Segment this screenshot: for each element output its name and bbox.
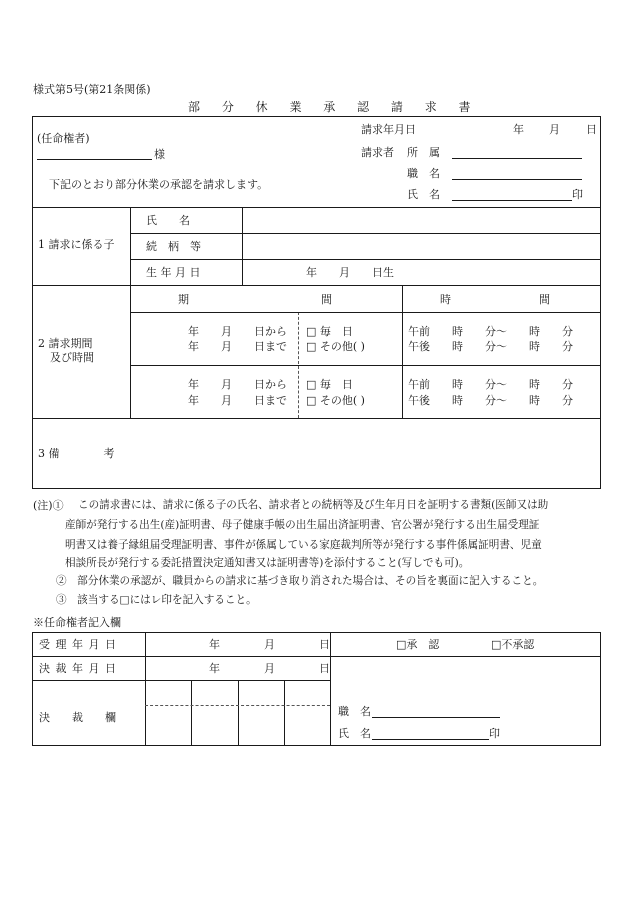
divider [402, 285, 403, 418]
request-date-label: 請求年月日 [361, 123, 416, 136]
child-section-label: 1 請求に係る子 [38, 238, 115, 251]
request-date-day: 日 [586, 123, 597, 136]
am-time: 午前 時 分〜 時 分 [408, 378, 573, 391]
period-from: 年 月 日から [188, 325, 287, 338]
other-checkbox[interactable]: □ その他( ) [306, 394, 365, 407]
affiliation-label: 所 属 [407, 146, 440, 159]
daily-checkbox[interactable]: □ 毎 日 [306, 378, 353, 391]
divider [145, 705, 330, 706]
divider [242, 207, 243, 285]
period-to: 年 月 日まで [188, 340, 287, 353]
divider [130, 365, 601, 366]
other-checkbox[interactable]: □ その他( ) [306, 340, 365, 353]
child-birth-value: 年 月 日生 [306, 266, 394, 279]
period-to: 年 月 日まで [188, 394, 287, 407]
divider [32, 207, 601, 208]
note-1-line-3: 明書又は養子縁組届受理証明書、事件が係属している家庭裁判所等が発行する事件係属証明書、児童 [65, 539, 542, 551]
note-3: ③ 該当する□にはレ印を記入すること。 [56, 594, 257, 606]
sama-label: 様 [154, 148, 165, 161]
divider [32, 680, 330, 681]
received-date-label: 受 理 年 月 日 [39, 638, 117, 651]
divider [32, 656, 601, 657]
divider [130, 312, 601, 313]
time-header: 時 間 [440, 293, 550, 306]
appointer-name-label: 氏 名 [338, 727, 371, 740]
decision-label: 決 裁 欄 [39, 711, 116, 724]
notes-prefix: (注)① [33, 499, 64, 512]
disapprove-checkbox[interactable]: □不承認 [491, 638, 535, 651]
remarks-label: 3 備 考 [38, 447, 115, 460]
divider [330, 632, 331, 746]
divider [284, 680, 285, 746]
decided-date-value: 年 月 日 [209, 662, 330, 675]
form-number: 様式第5号(第21条関係) [33, 83, 151, 96]
request-date-year: 年 [513, 123, 524, 136]
appointer-position-field[interactable] [372, 717, 500, 718]
period-from: 年 月 日から [188, 378, 287, 391]
divider [238, 680, 239, 746]
am-time: 午前 時 分〜 時 分 [408, 325, 573, 338]
appointer-label: (任命権者) [37, 132, 90, 145]
form-title: 部 分 休 業 承 認 請 求 書 [188, 100, 480, 114]
name-field[interactable] [452, 200, 572, 201]
appointer-position-label: 職 名 [338, 705, 371, 718]
affiliation-field[interactable] [452, 158, 582, 159]
note-1-line-4: 相談所長が発行する委託措置決定通知書又は証明書等)を添付すること(写しでも可)。 [65, 557, 470, 569]
divider [145, 632, 146, 746]
note-1-line-1: この請求書には、請求に係る子の氏名、請求者との続柄等及び生年月日を証明する書類(医師又は助 [78, 499, 549, 511]
approve-checkbox[interactable]: □承 認 [396, 638, 440, 651]
received-date-value: 年 月 日 [209, 638, 330, 651]
note-1-line-2: 産師が発行する出生(産)証明書、母子健康手帳の出生届出済証明書、官公署が発行する出生届受理証 [65, 519, 540, 531]
seal-mark: 印 [572, 188, 583, 201]
divider [191, 680, 192, 746]
request-date-month: 月 [549, 123, 560, 136]
pm-time: 午後 時 分〜 時 分 [408, 340, 573, 353]
divider [130, 233, 601, 234]
period-section-label: 2 請求期間 [38, 337, 93, 350]
request-statement: 下記のとおり部分休業の承認を請求します。 [49, 178, 269, 191]
name-label: 氏 名 [407, 188, 440, 201]
divider [32, 418, 601, 419]
appointer-seal: 印 [489, 727, 500, 740]
appointer-name-field[interactable] [37, 159, 152, 160]
position-field[interactable] [452, 179, 582, 180]
requester-label: 請求者 [361, 146, 394, 159]
divider [32, 285, 601, 286]
period-section-label-2: 及び時間 [50, 351, 94, 364]
daily-checkbox[interactable]: □ 毎 日 [306, 325, 353, 338]
child-birth-label: 生 年 月 日 [146, 266, 201, 279]
pm-time: 午後 時 分〜 時 分 [408, 394, 573, 407]
decided-date-label: 決 裁 年 月 日 [39, 662, 117, 675]
period-header: 期 間 [178, 293, 332, 306]
divider [130, 259, 601, 260]
appointer-section-title: ※任命権者記入欄 [33, 616, 121, 629]
appointer-name-field[interactable] [372, 739, 489, 740]
note-2: ② 部分休業の承認が、職員からの請求に基づき取り消された場合は、その旨を裏面に記入すること。 [56, 575, 544, 587]
position-label: 職 名 [407, 167, 440, 180]
child-relation-label: 続 柄 等 [146, 240, 201, 253]
child-name-label: 氏 名 [146, 214, 190, 227]
